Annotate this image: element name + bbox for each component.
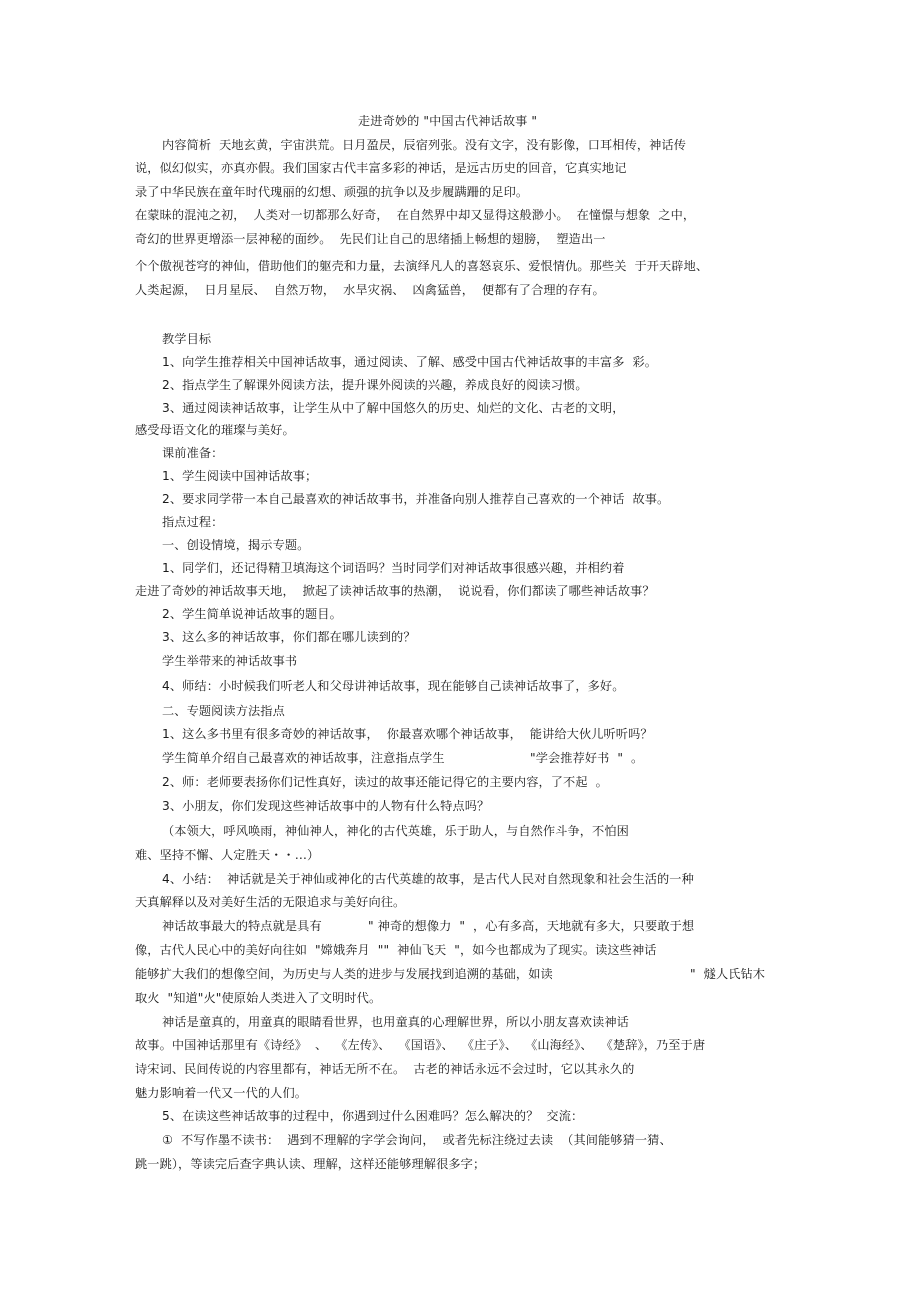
text-line: 能够扩大我们的想像空间，为历史与人类的进步与发展找到追溯的基础，如读	[135, 967, 553, 981]
section-heading: 课前准备：	[162, 446, 224, 460]
document-title: 走进奇妙的 "中国古代神话故事 "	[358, 114, 538, 128]
text-line: 在蒙昧的混沌之初， 人类对一切都那么好奇， 在自然界中却又显得这般渺小。 在憧憬与想象 之中，	[135, 208, 696, 222]
text-line: 2、指点学生了解课外阅读方法，提升课外阅读的兴趣，养成良好的阅读习惯。	[162, 378, 588, 392]
text-line: 个个傲视苍穹的神仙，借助他们的躯壳和力量，去演绎凡人的喜怒哀乐、爱恨情仇。那些关 于开天辟地、	[135, 259, 709, 273]
text-line: 学生简单介绍自己最喜欢的神话故事，注意指点学生	[162, 751, 445, 765]
text-line: 3、这么多的神话故事，你们都在哪儿读到的？	[162, 630, 416, 644]
text-line: 魅力影响着一代又一代的人们。	[135, 1086, 308, 1100]
text-line: 3、小朋友，你们发现这些神话故事中的人物有什么特点吗？	[162, 799, 490, 813]
text-line: 学生举带来的神话故事书	[162, 654, 298, 668]
text-line: 一、创设情境，揭示专题。	[162, 538, 310, 552]
text-line: 5、在读这些神话故事的过程中，你遇到过什么困难吗？怎么解决的？ 交流：	[162, 1109, 584, 1123]
text-line: 1、学生阅读中国神话故事；	[162, 469, 318, 483]
text-line: 走进了奇妙的神话故事天地， 掀起了读神话故事的热潮， 说说看，你们都读了哪些神话故事？	[135, 584, 655, 598]
text-line: 感受母语文化的璀璨与美好。	[135, 423, 295, 437]
text-line: " 燧人氏钻木	[690, 967, 766, 981]
text-line: 像，古代人民心中的美好向往如 "嫦娥奔月 "" 神仙飞天 "，如今也都成为了现实。读这些神话	[135, 943, 657, 957]
text-line: 录了中华民族在童年时代瑰丽的幻想、顽强的抗争以及步履蹒跚的足印。	[135, 185, 529, 199]
text-line: 故事。中国神话那里有《诗经》 、 《左传》、 《国语》、 《庄子》、 《山海经》、 《楚辞》，乃至于唐	[135, 1038, 706, 1052]
text-line: 神话故事最大的特点就是具有	[162, 919, 322, 933]
text-line: 2、要求同学带一本自己最喜欢的神话故事书，并准备向别人推荐自己喜欢的一个神话 故事。	[162, 492, 670, 506]
text-line: 说，似幻似实，亦真亦假。我们国家古代丰富多彩的神话，是远古历史的回音，它真实地记	[135, 161, 627, 175]
text-line: 跳一跳），等读完后查字典认读、理解，这样还能够理解很多字；	[135, 1157, 486, 1171]
text-line: 诗宋词、民间传说的内容里都有，神话无所不在。 古老的神话永远不会过时，它以其永久的	[135, 1062, 635, 1076]
text-line: 取火 "知道"火"使原始人类进入了文明时代。	[135, 991, 382, 1005]
section-heading: 二、专题阅读方法指点	[162, 704, 285, 718]
text-line: 2、学生简单说神话故事的题目。	[162, 607, 342, 621]
section-heading: 指点过程：	[162, 515, 224, 529]
text-line: 4、师结：小时候我们听老人和父母讲神话故事，现在能够自己读神话故事了，多好。	[162, 679, 625, 693]
text-line: 天真解释以及对美好生活的无限追求与美好向往。	[135, 895, 406, 909]
section-heading: 教学目标	[162, 332, 212, 346]
text-line: 神话是童真的，用童真的眼睛看世界，也用童真的心理解世界，所以小朋友喜欢读神话	[162, 1015, 629, 1029]
text-line: "学会推荐好书 " 。	[530, 751, 644, 765]
text-line: 1、这么多书里有很多奇妙的神话故事， 你最喜欢哪个神话故事， 能讲给大伙儿听听吗？	[162, 727, 653, 741]
text-line: 人类起源， 日月星辰、 自然万物， 水旱灾祸、 凶禽猛兽， 便都有了合理的存有。	[135, 283, 605, 297]
text-line: 难、坚持不懈、人定胜天・・…）	[135, 848, 320, 862]
text-line: 1、同学们，还记得精卫填海这个词语吗？当时同学们对神话故事很感兴趣，并相约着	[162, 561, 625, 575]
text-line: 3、通过阅读神话故事，让学生从中了解中国悠久的历史、灿烂的文化、古老的文明，	[162, 401, 625, 415]
text-line: 奇幻的世界更增添一层神秘的面纱。 先民们让自己的思绪插上畅想的翅膀， 塑造出一	[135, 232, 606, 246]
text-line: 1、向学生推荐相关中国神话故事，通过阅读、了解、感受中国古代神话故事的丰富多 彩。	[162, 355, 658, 369]
text-line: 2、师：老师要表扬你们记性真好，读过的故事还能记得它的主要内容，了不起 。	[162, 775, 608, 789]
text-line: 内容简析 天地玄黄，宇宙洪荒。日月盈昃，辰宿列张。没有文字，没有影像，口耳相传，神话传	[162, 138, 687, 152]
text-line: ① 不写作墨不读书： 遇到不理解的字学会询问， 或者先标注绕过去读 （其间能够猜一猜、	[162, 1133, 672, 1147]
text-line: " 神奇的想像力 " ，心有多高，天地就有多大，只要敢于想	[368, 919, 695, 933]
text-line: （本领大，呼风唤雨，神仙神人，神化的古代英雄，乐于助人，与自然作斗争，不怕困	[162, 824, 629, 838]
text-line: 4、小结： 神话就是关于神仙或神化的古代英雄的故事，是古代人民对自然现象和社会生活的一种	[162, 872, 694, 886]
